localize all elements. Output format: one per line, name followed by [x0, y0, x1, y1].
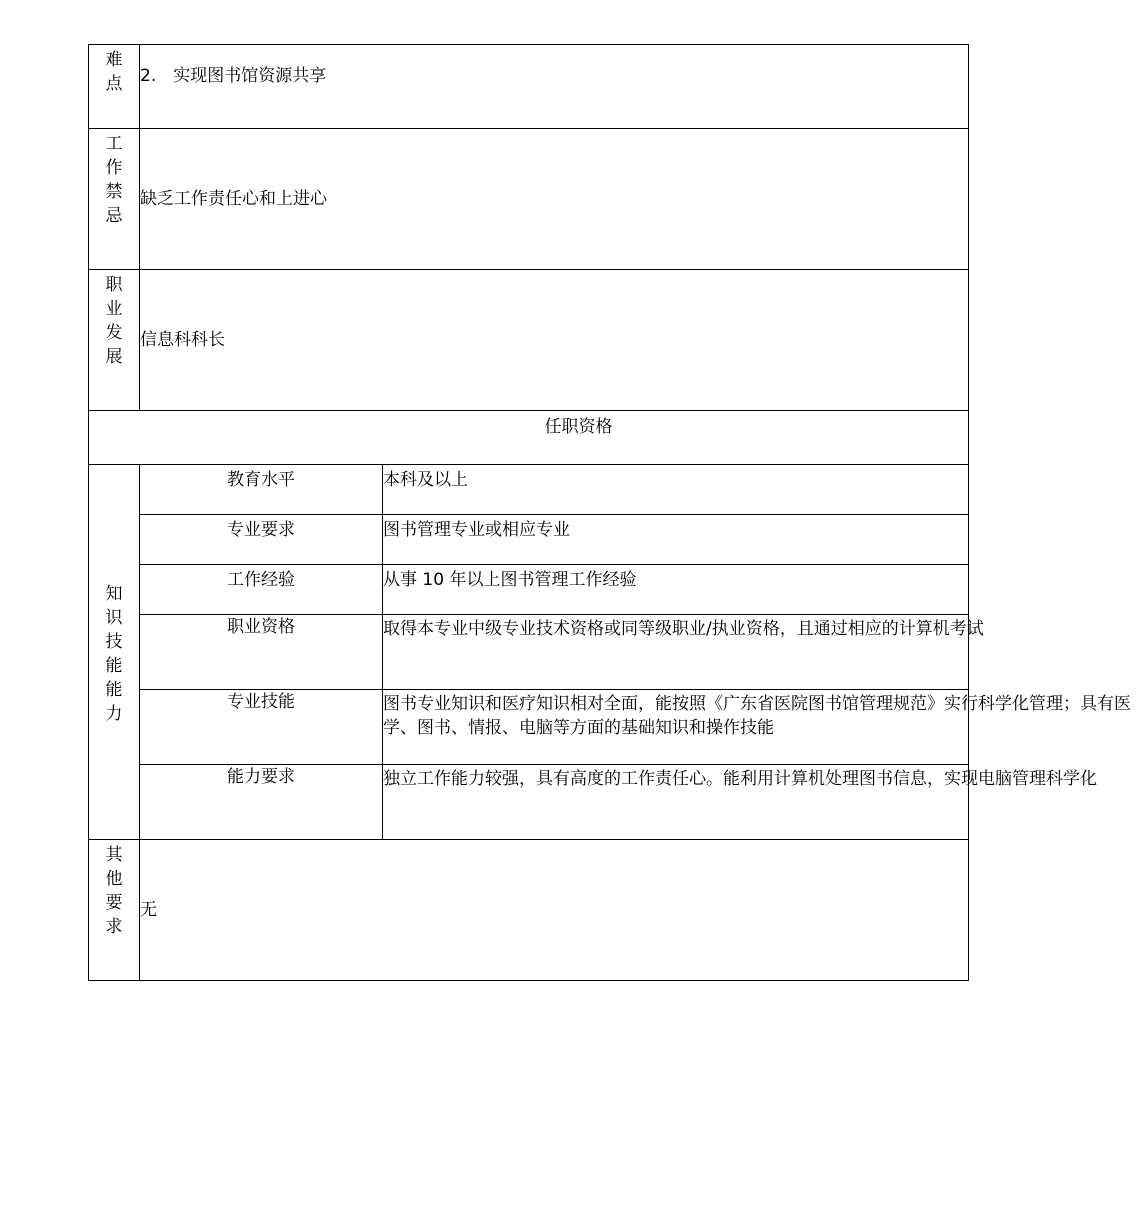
ability-label: 能力要求: [227, 767, 295, 787]
difficulty-content-cell: [140, 45, 969, 129]
job-description-table: [88, 44, 1131, 981]
experience-label: 工作经验: [227, 570, 295, 590]
knowledge-row-major: [89, 515, 969, 565]
knowledge-row-skills: [89, 690, 969, 765]
career-label-cell: [89, 270, 140, 411]
qualification-title: 任职资格: [544, 417, 613, 437]
skills-value: 图书专业知识和医疗知识相对全面，能按照《广东省医院图书馆管理规范》实行科学化管理；具有医学、图书、情报、电脑等方面的基础知识和操作技能: [383, 694, 1131, 738]
knowledge-row-experience: [89, 565, 969, 615]
other-row: [89, 840, 969, 981]
difficulty-content: 2. 实现图书馆资源共享: [140, 66, 327, 86]
ability-value: 独立工作能力较强，具有高度的工作责任心。能利用计算机处理图书信息，实现电脑管理科学化: [383, 769, 1097, 789]
qualification-title-cell: [89, 411, 969, 465]
major-value: 图书管理专业或相应专业: [383, 520, 570, 540]
skills-label-cell: [140, 690, 383, 765]
career-content-cell: [140, 270, 969, 411]
major-value-cell: [383, 515, 969, 565]
major-label-cell: [140, 515, 383, 565]
taboo-label-cell: [89, 129, 140, 270]
certification-label: 职业资格: [227, 617, 295, 637]
certification-value-cell: [383, 615, 984, 690]
other-label: 其他要求: [105, 845, 123, 937]
experience-value-cell: [383, 565, 969, 615]
other-content-cell: [140, 840, 969, 981]
difficulty-label-cell: [89, 45, 140, 129]
certification-value: 取得本专业中级专业技术资格或同等级职业/执业资格，且通过相应的计算机考试: [383, 619, 984, 639]
other-label-cell: [89, 840, 140, 981]
ability-value-cell: [383, 765, 1097, 840]
education-label: 教育水平: [227, 470, 295, 490]
education-value-cell: [383, 465, 969, 515]
skills-value-cell: [383, 690, 1131, 765]
other-content: 无: [140, 900, 157, 920]
knowledge-row-ability: [89, 765, 969, 840]
taboo-content-cell: [140, 129, 969, 270]
skills-label: 专业技能: [227, 692, 295, 712]
difficulty-label: 难点: [105, 50, 123, 94]
taboo-label: 工作禁忌: [105, 134, 123, 226]
qualification-title-row: [89, 411, 969, 465]
taboo-row: [89, 129, 969, 270]
education-value: 本科及以上: [383, 470, 468, 490]
experience-label-cell: [140, 565, 383, 615]
career-label: 职业发展: [105, 275, 123, 367]
ability-label-cell: [140, 765, 383, 840]
taboo-content: 缺乏工作责任心和上进心: [140, 189, 327, 209]
knowledge-label-cell: [89, 465, 140, 840]
certification-label-cell: [140, 615, 383, 690]
knowledge-label: 知识技能能力: [105, 583, 123, 724]
difficulty-row: [89, 45, 969, 129]
knowledge-row-education: [89, 465, 969, 515]
career-content: 信息科科长: [140, 330, 225, 350]
major-label: 专业要求: [227, 520, 295, 540]
education-label-cell: [140, 465, 383, 515]
career-row: [89, 270, 969, 411]
knowledge-row-certification: [89, 615, 969, 690]
experience-value: 从事 10 年以上图书管理工作经验: [383, 570, 637, 590]
